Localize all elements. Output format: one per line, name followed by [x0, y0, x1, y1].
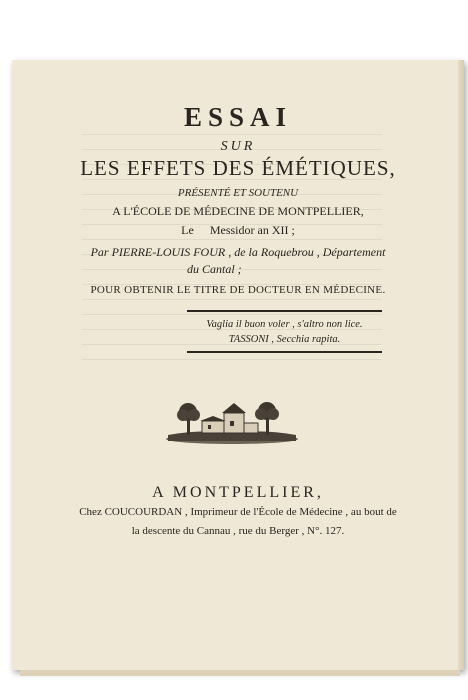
author-line-2: du Cantal ; — [187, 262, 242, 276]
printer-line-2: la descente du Cannau , rue du Berger , N°. 127. — [131, 525, 345, 537]
book-title: ESSAI — [183, 102, 293, 132]
title-page — [12, 60, 464, 670]
epigraph-quote: Vaglia il buon voler , s'altro non lice. — [206, 319, 363, 330]
date-text: Messidor an XII ; — [209, 223, 295, 237]
imprint-city: A MONTPELLIER, — [152, 484, 324, 501]
book-subtitle: LES EFFETS DES ÉMÉTIQUES, — [80, 156, 396, 180]
epigraph-source: TASSONI , Secchia rapita. — [228, 334, 341, 345]
epigraph-bottom-rule — [187, 351, 382, 353]
date-prefix: Le — [181, 223, 194, 237]
purpose-line: POUR OBTENIR LE TITRE DE DOCTEUR EN MÉDECINE. — [90, 284, 386, 296]
school-line: A L'ÉCOLE DE MÉDECINE DE MONTPELLIER, — [112, 204, 364, 218]
page-bottom-edge — [20, 670, 460, 676]
title-connector: SUR — [220, 139, 256, 154]
page-edge — [458, 60, 464, 670]
date-line — [12, 223, 464, 238]
landscape-house-trees-icon — [162, 395, 302, 447]
author-line: Par PIERRE-LOUIS FOUR , de la Roquebrou , Département — [90, 245, 386, 259]
presented-line: PRÉSENTÉ ET SOUTENU — [177, 187, 299, 199]
printer-line-1: Chez COUCOURDAN , Imprimeur de l'École de Médecine , au bout de — [79, 506, 397, 518]
epigraph-top-rule — [187, 310, 382, 312]
